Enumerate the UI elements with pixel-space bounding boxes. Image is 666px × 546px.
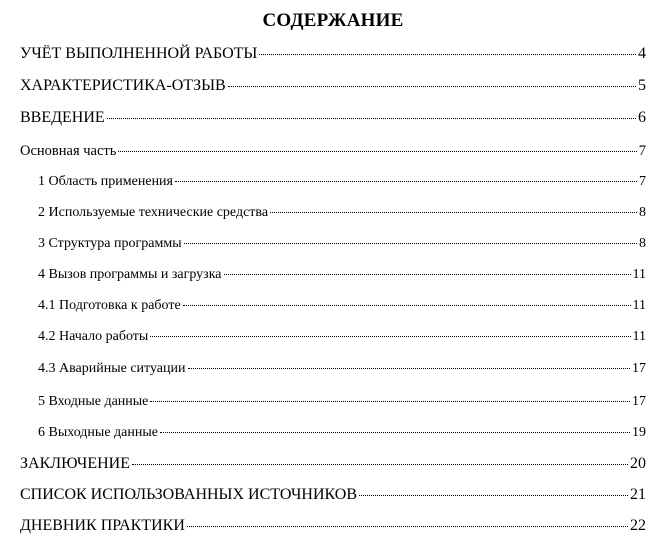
toc-entry-label: 3 Структура программы — [38, 236, 182, 251]
toc-entry-page: 8 — [639, 205, 646, 220]
toc-entry-label: 2 Используемые технические средства — [38, 205, 269, 220]
toc-entry-page: 21 — [630, 486, 646, 503]
toc-entry-page: 20 — [630, 455, 646, 472]
toc-entry-page: 4 — [638, 45, 646, 62]
toc-entry-references — [20, 485, 646, 505]
dot-leader — [132, 463, 628, 465]
dot-leader — [228, 85, 636, 87]
toc-entry-page: 5 — [638, 77, 646, 94]
toc-entry-introduction — [20, 108, 646, 128]
toc-entry-label: 4 Вызов программы и загрузка — [38, 267, 222, 282]
toc-entry-page: 11 — [632, 329, 646, 344]
toc-entry-section-2 — [38, 204, 646, 222]
toc-entry-main-part — [20, 142, 646, 160]
dot-leader — [184, 242, 637, 244]
dot-leader — [259, 53, 636, 55]
toc-entry-label: СПИСОК ИСПОЛЬЗОВАННЫХ ИСТОЧНИКОВ — [20, 486, 358, 503]
toc-entry-characteristic-review — [20, 76, 646, 96]
toc-entry-section-4-2 — [38, 328, 646, 346]
toc-entry-section-4-3 — [38, 360, 646, 378]
toc-entry-section-6 — [38, 424, 646, 442]
toc-entry-label: ДНЕВНИК ПРАКТИКИ — [20, 517, 185, 534]
toc-entry-label: 1 Область применения — [38, 174, 173, 189]
toc-entry-label: 4.3 Аварийные ситуации — [38, 361, 186, 376]
dot-leader — [224, 273, 631, 275]
toc-entry-section-1 — [38, 173, 646, 191]
toc-entry-page: 17 — [632, 361, 646, 376]
toc-entry-section-4 — [38, 266, 646, 284]
toc-entry-label: ХАРАКТЕРИСТИКА-ОТЗЫВ — [20, 77, 226, 94]
toc-entry-label: 6 Выходные данные — [38, 425, 158, 440]
dot-leader — [359, 494, 628, 496]
toc-entry-page: 22 — [630, 517, 646, 534]
toc-entry-label: УЧЁТ ВЫПОЛНЕННОЙ РАБОТЫ — [20, 45, 258, 62]
toc-entry-page: 7 — [639, 174, 646, 189]
toc-entry-page: 8 — [639, 236, 646, 251]
toc-entry-label: 5 Входные данные — [38, 394, 149, 409]
toc-entry-label: 4.1 Подготовка к работе — [38, 298, 181, 313]
dot-leader — [187, 525, 628, 527]
toc-entry-page: 17 — [632, 394, 646, 409]
toc-entry-practice-diary — [20, 516, 646, 536]
toc-entry-page: 7 — [638, 143, 646, 159]
toc-entry-section-3 — [38, 235, 646, 253]
toc-entry-label: ЗАКЛЮЧЕНИЕ — [20, 455, 130, 472]
toc-entry-page: 19 — [632, 425, 646, 440]
toc-entry-section-4-1 — [38, 297, 646, 315]
dot-leader — [175, 180, 637, 182]
dot-leader — [188, 367, 631, 369]
dot-leader — [118, 150, 636, 152]
toc-entry-conclusion — [20, 454, 646, 474]
toc-entry-page: 6 — [638, 109, 646, 126]
toc-entry-section-5 — [38, 393, 646, 411]
dot-leader — [270, 211, 637, 213]
toc-entry-label: Основная часть — [20, 143, 117, 159]
toc-entry-page: 11 — [632, 267, 646, 282]
toc-entry-label: ВВЕДЕНИЕ — [20, 109, 105, 126]
dot-leader — [160, 431, 630, 433]
toc-title: СОДЕРЖАНИЕ — [262, 10, 404, 31]
dot-leader — [150, 400, 630, 402]
toc-entry-label: 4.2 Начало работы — [38, 329, 149, 344]
dot-leader — [150, 335, 630, 337]
dot-leader — [107, 117, 636, 119]
dot-leader — [183, 304, 631, 306]
toc-entry-work-record — [20, 44, 646, 64]
toc-entry-page: 11 — [632, 298, 646, 313]
